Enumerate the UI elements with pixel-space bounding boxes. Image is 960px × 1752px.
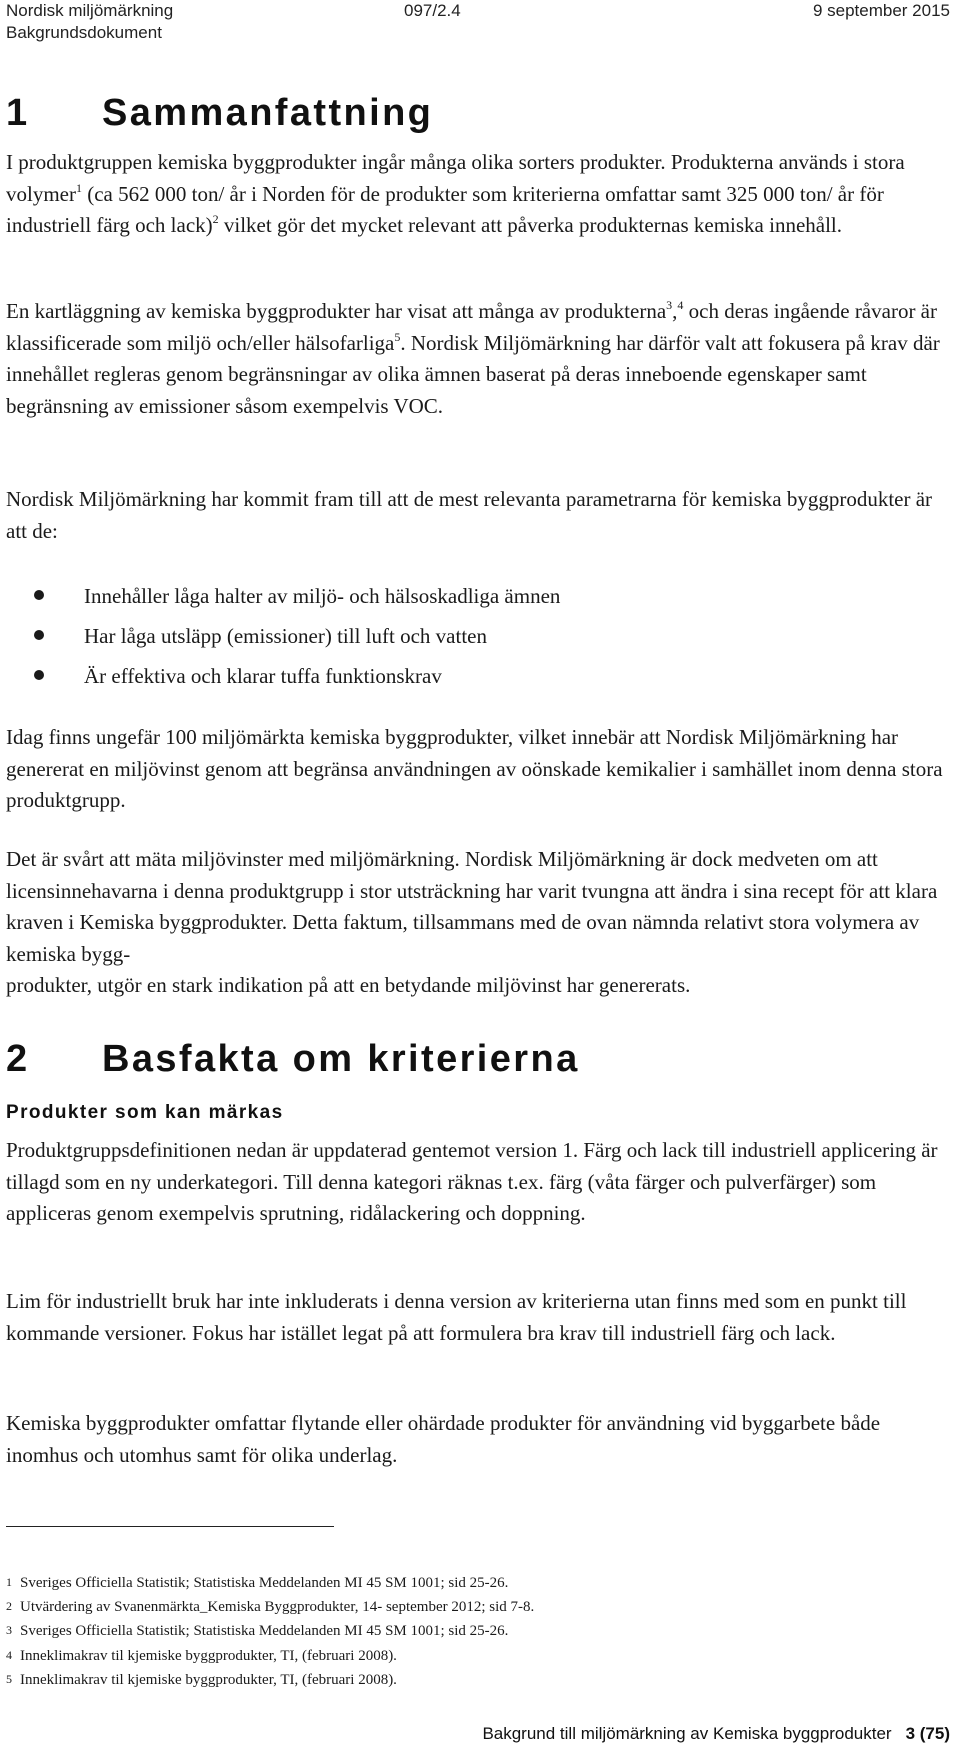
criteria-bullet-list xyxy=(6,576,906,696)
header-org: Nordisk miljömärkning xyxy=(6,1,174,20)
footnote-item: 3 Sveriges Officiella Statistik; Statistiska Meddelanden MI 45 SM 1001; sid 25-26. xyxy=(6,1623,509,1640)
section-1-heading xyxy=(6,92,433,135)
footnote-ref-3: 3 xyxy=(666,298,673,312)
bullet-item: Har låga utsläpp (emissioner) till luft och vatten xyxy=(6,616,906,656)
summary-paragraph-3: Nordisk Miljömärkning har kommit fram till att de mest relevanta parametrarna för kemiska byggprodukter är att de: xyxy=(6,487,933,543)
summary-paragraph-4: Idag finns ungefär 100 miljömärkta kemiska byggprodukter, vilket innebär att Nordisk Miljömärkning har genererat en miljövinst genom att begränsa användningen av oönskade kemikalier i samhället inom denna stora produktgrupp. xyxy=(6,725,943,812)
header-doc-number: 097/2.4 xyxy=(404,1,461,20)
footnote-item: 2 Utvärdering av Svanenmärkta_Kemiska Byggprodukter, 14- september 2012; sid 7-8. xyxy=(6,1599,535,1616)
bullet-dot-icon xyxy=(34,590,44,600)
footnote-ref-1: 1 xyxy=(75,180,82,195)
header-date: 9 september 2015 xyxy=(812,1,950,20)
definition-paragraph-3: Kemiska byggprodukter omfattar flytande eller ohärdade produkter för användning vid byggarbete både inomhus och utomhus samt för olika underlag. xyxy=(6,1411,881,1467)
section-2-number: 2 xyxy=(6,1038,28,1080)
footnote-ref-5: 5 xyxy=(394,329,401,344)
definition-paragraph-1: Produktgruppsdefinitionen nedan är uppdaterad gentemot version 1. Färg och lack till industriell applicering är tillagd som en ny underkategori. Till denna kategori räknas t.ex. färg (våta färger och pulverfärger) som appliceras genom exempelvis sprutning, ridålackering och doppning. xyxy=(6,1138,938,1225)
section-2-title: Basfakta om kriterierna xyxy=(102,1038,580,1080)
bullet-item: Innehåller låga halter av miljö- och hälsoskadliga ämnen xyxy=(6,576,906,616)
page-number: 3 (75) xyxy=(905,1724,950,1743)
section-1-title: Sammanfattning xyxy=(102,92,434,134)
definition-paragraph-2: Lim för industriellt bruk har inte inkluderats i denna version av kriterierna utan finns med som en punkt till kommande versioner. Fokus har istället legat på att formulera bra krav till industriell färg och lack. xyxy=(6,1289,907,1345)
section-2-heading xyxy=(6,1038,580,1081)
page-header xyxy=(6,0,950,44)
bullet-dot-icon xyxy=(34,630,44,640)
section-1-number: 1 xyxy=(6,92,28,134)
section-2-subheading: Produkter som kan märkas xyxy=(6,1102,284,1123)
footnote-ref-4: 4 xyxy=(677,298,684,312)
footnote-ref-2: 2 xyxy=(212,212,219,226)
summary-paragraph-2: En kartläggning av kemiska byggprodukter har visat att många av produkterna$^3$,$^4$ och deras ingående råvaror är klassificerade som miljö och/eller hälsofarliga$^5$. Nordisk Miljömärkning har därför valt att fokusera på krav där innehållet regleras genom begränsningar av olika ämnen baserat på deras inneboende egenskaper samt begränsning av emissioner såsom exempelvis VOC. xyxy=(6,298,940,418)
bullet-item: Är effektiva och klarar tuffa funktionskrav xyxy=(6,656,906,696)
footnote-list xyxy=(6,1570,946,1691)
footer-title: Bakgrund till miljömärkning av Kemiska byggprodukter xyxy=(482,1724,892,1743)
footnote-item: 1 Sveriges Officiella Statistik; Statistiska Meddelanden MI 45 SM 1001; sid 25-26. xyxy=(6,1575,509,1591)
header-doc-type: Bakgrundsdokument xyxy=(6,23,162,42)
footnote-item: 4 Inneklimakrav til kjemiske byggprodukter, TI, (februari 2008). xyxy=(6,1647,397,1664)
summary-paragraph-5: Det är svårt att mäta miljövinster med miljömärkning. Nordisk Miljömärkning är dock medveten om att licensinnehavarna i denna produktgrupp i stor utsträckning har varit tvungna att ändra i sina recept för att klara kraven i Kemiska byggprodukter. Detta faktum, tillsammans med de ovan nämnda relativt stora volymera av kemiska bygg- produkter, utgör en stark indikation på att en betydande miljövinst har genererats. xyxy=(6,847,938,997)
bullet-dot-icon xyxy=(34,670,44,680)
footnote-divider xyxy=(6,1526,334,1527)
summary-paragraph-1: I produktgruppen kemiska byggprodukter ingår många olika sorters produkter. Produkterna används i stora volymer$^1$ (ca 562 000 ton/ år i Norden för de produkter som kriterierna omfattar samt 325 000 ton/ år för industriell färg och lack)$^2$ vilket gör det mycket relevant att påverka produkternas kemiska innehåll. xyxy=(6,150,905,237)
footnote-item: 5 Inneklimakrav til kjemiske byggprodukter, TI, (februari 2008). xyxy=(6,1671,397,1688)
page-footer xyxy=(482,1724,950,1744)
